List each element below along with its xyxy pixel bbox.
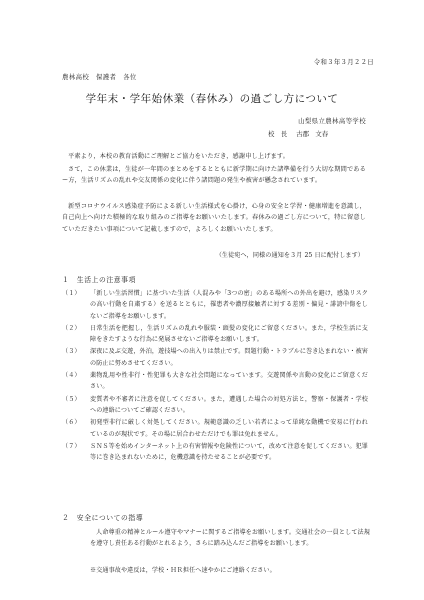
list-item	[62, 417, 368, 440]
item-text: 変質者や不審者に注意を促してください。また，遭遇した場合の対処方法と，警察・保護者・学校への連絡についてご確認ください。	[90, 395, 368, 414]
item-number: （３）	[62, 348, 81, 356]
section-2-note: ※交通事故や違反は，学校・ＨＲ担任へ速やかにご連絡ください。	[90, 567, 276, 574]
item-text: 初発型非行に厳しく対処してください。規範意識の乏しい若者によって単純な動機で安易に行われているのが現状です。その場に居合わせただけでも罪は免れません。	[90, 419, 368, 438]
item-number: （５）	[62, 395, 81, 403]
item-number: （６）	[62, 419, 81, 427]
sender-school: 山梨県立農林高等学校	[298, 117, 366, 125]
intro-paragraph: さて，この休業は，生徒が一年間のまとめをするとともに新学期に向けた諸準備を行う大切な期間であるー方，生活リズムの乱れや交友関係の変化に伴う諸問題の発生や被害が懸念されています。	[62, 166, 366, 185]
item-number: （７）	[62, 442, 81, 450]
section-2-heading: ２ 安全についての指導	[62, 514, 144, 522]
request-paragraph: 新型コロナウイルス感染症予防による新しい生活様式を心掛け，心身の安全と学習・健康増進を意識し，自己向上へ向けた積極的な取り組みのご指導をお願いいたします。春休みの過ごし方について，特に留意していただきたい事項について記載しますので，よろしくお願いいたします。	[62, 203, 366, 233]
item-number: （１）	[62, 290, 81, 297]
list-item	[62, 370, 368, 393]
document-date: 令和３年３月２２日	[313, 58, 374, 66]
list-item	[62, 394, 368, 417]
section-1-heading: １ 生活上の注意事項	[62, 276, 136, 284]
sender-principal	[268, 129, 328, 138]
greeting-paragraph: 平素より，本校の教育活動にご理解とご協力をいただき，感謝申し上げます。	[68, 153, 290, 160]
item-text: 深夜に及ぶ交遊，外泊，遊技場への出入りは禁止です。問題行動・トラブルに巻き込まれない・被害の防止に努めさせてください。	[90, 348, 368, 367]
item-text: 薬物乱用や性非行・性犯罪も大きな社会問題になっています。交遊関係や言動の変化にご留意ください。	[90, 372, 368, 391]
principal-name: 古郡 文春	[296, 130, 329, 138]
list-item	[62, 323, 368, 346]
principal-role: 校 長	[268, 130, 288, 138]
section-1-list	[62, 288, 368, 463]
section-2-paragraph: 人命尊重の精神とルール遵守やマナーに関するご指導をお願いします。交通社会の一員として法規を遵守し責任ある行動がとれるよう，さらに踏み込んだご指導をお願いします。	[90, 529, 370, 548]
list-item	[62, 346, 368, 369]
item-text: 日常生活を把握し，生活リズムの乱れや服装・頭髪の変化にご留意ください。また，学校生活に支障をきたすような行為に発展させないご指導をお願いします。	[90, 324, 368, 344]
item-number: （４）	[62, 372, 81, 380]
document-title: 学年末・学年始休業（春休み）の過ごし方について	[85, 93, 339, 105]
item-number: （２）	[62, 324, 81, 332]
list-item	[62, 288, 368, 322]
distribution-note: （生徒宛へ，同様の通知を３月 25 日に配付します）	[215, 252, 364, 259]
list-item	[62, 441, 368, 464]
recipient-line: 農林高校 保護者 各位	[62, 73, 137, 81]
item-text: ＳＮＳ等を始めインターネット上の有害情報や危険性について，改めて注意を促してください。犯罪等に巻き込まれないために，危機意識を持たせることが必要です。	[90, 442, 368, 462]
item-text: 「新しい生活習慣」に基づいた生活（人混みや「3つの密」のある場所への外出を避け，感染リスクの高い行動を自粛する）を送るとともに，罹患者や濃厚接触者に対する差別・偏見・誹謗中傷をしないご指導をお願いします。	[90, 290, 368, 320]
